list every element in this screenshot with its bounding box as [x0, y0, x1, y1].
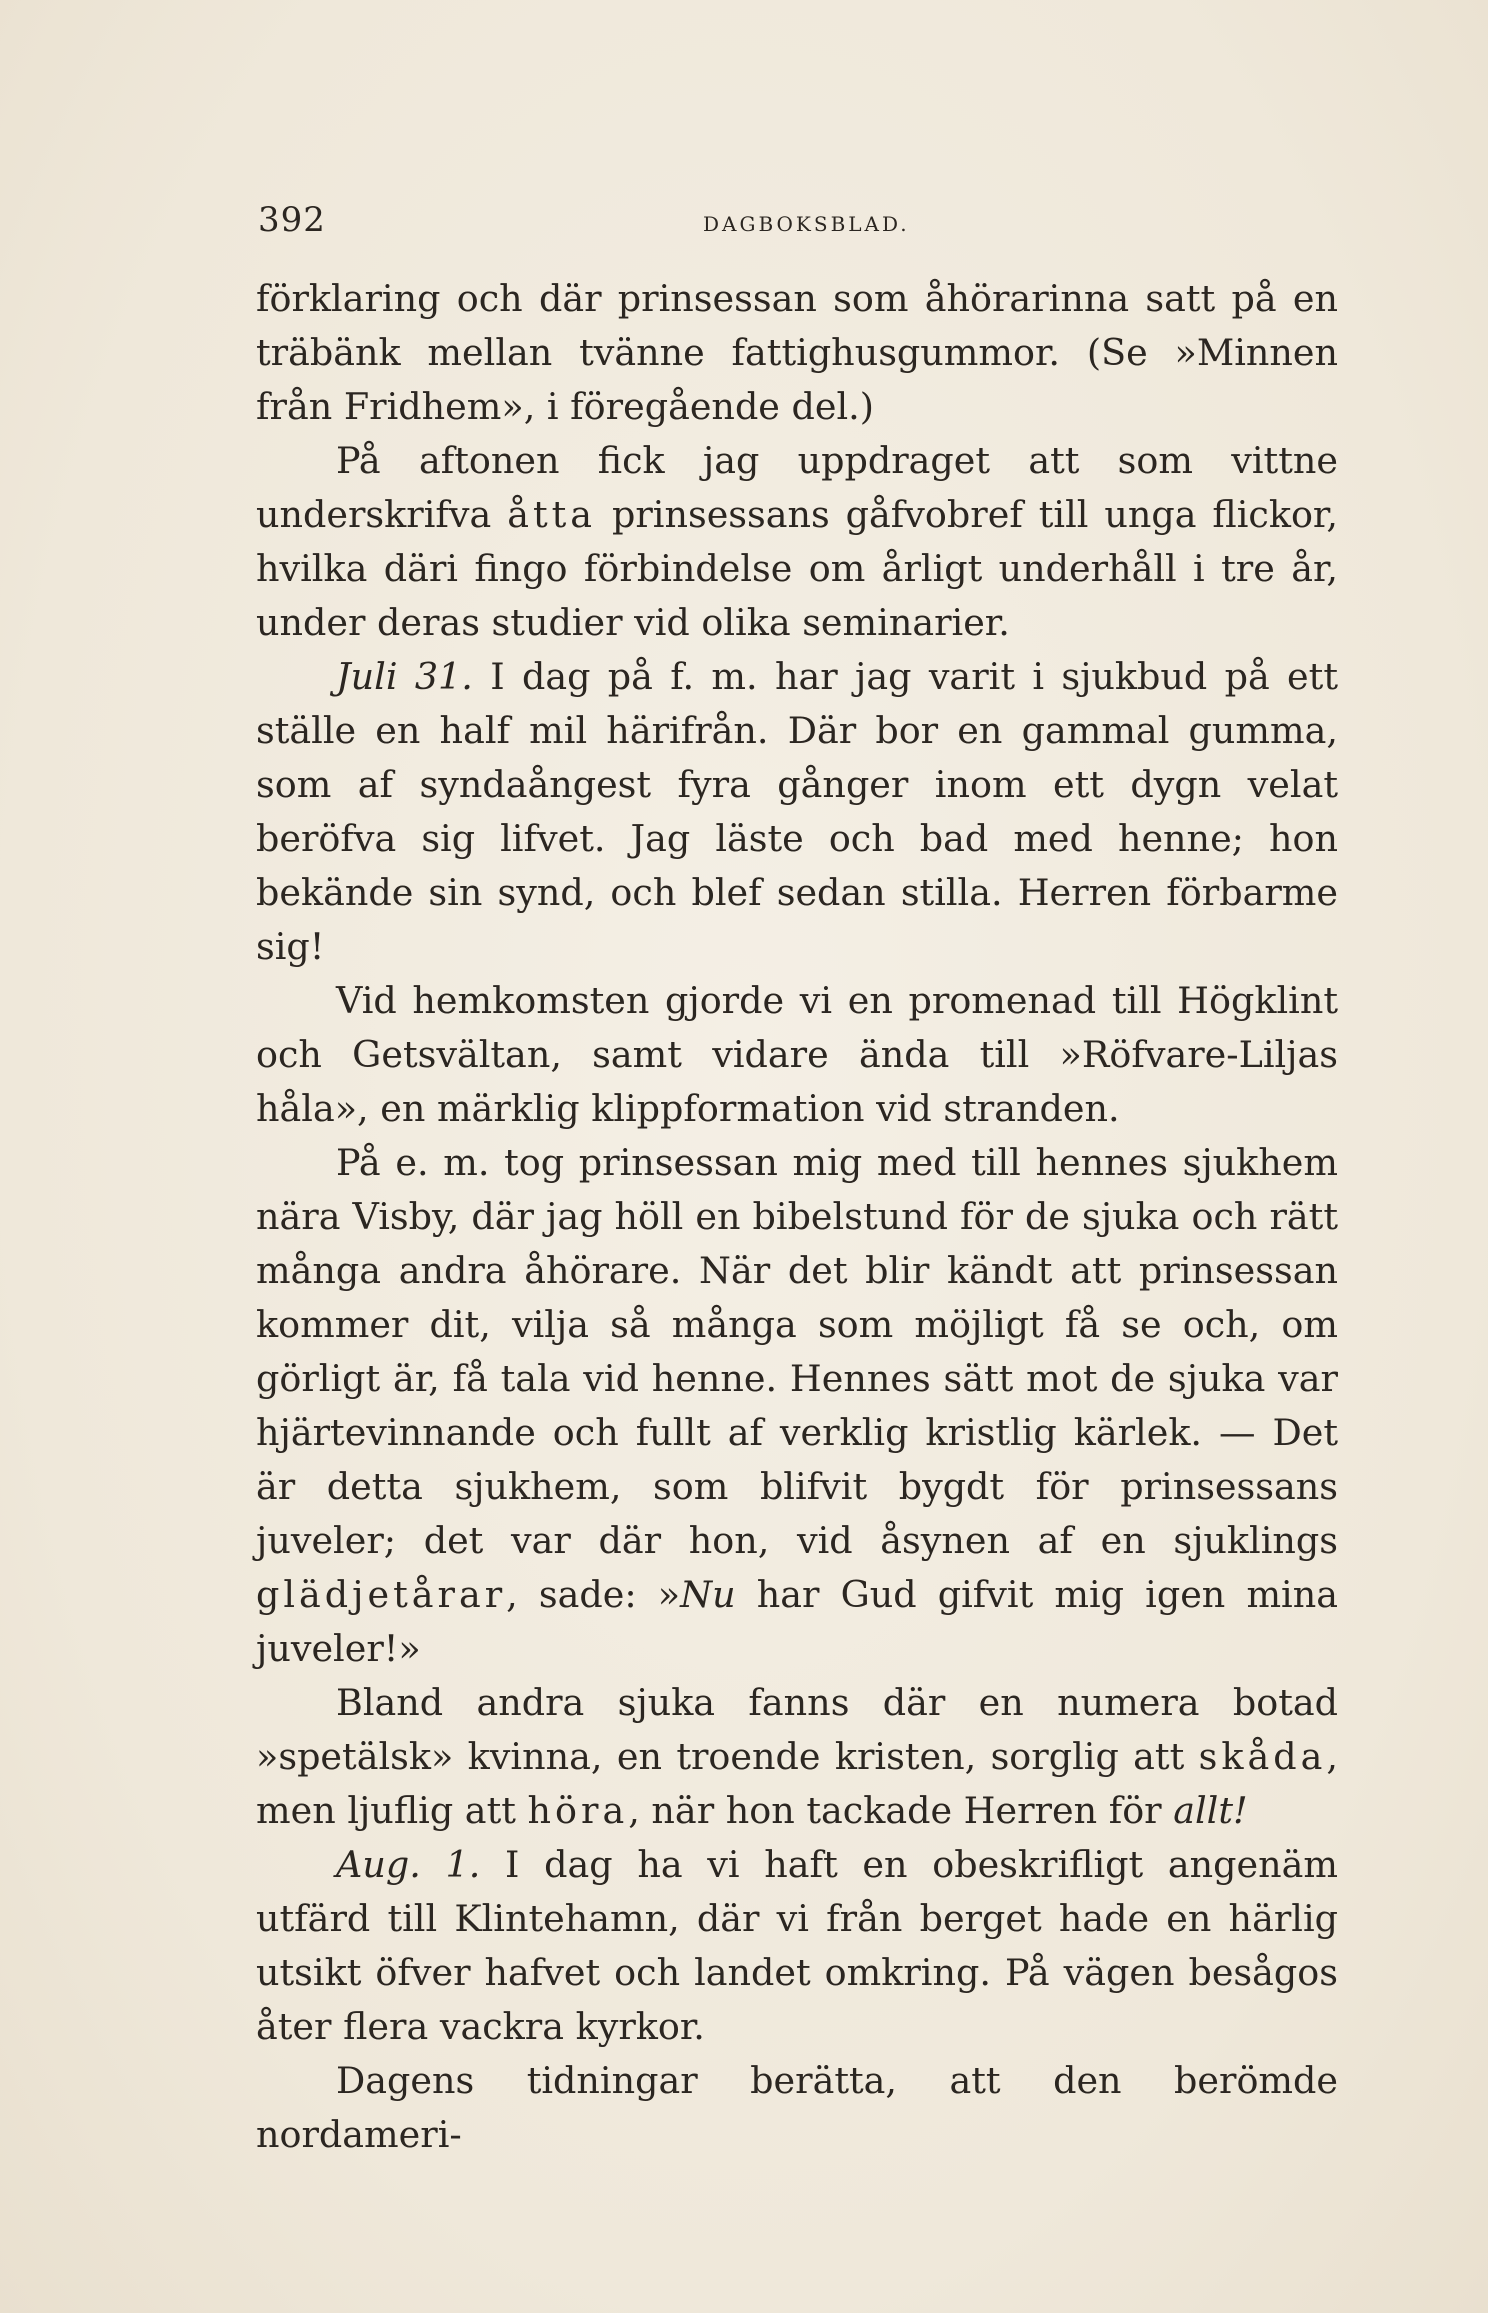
running-head: DAGBOKSBLAD. — [703, 212, 910, 236]
paragraph — [256, 974, 1338, 1136]
page-header — [258, 200, 1308, 250]
paragraph — [256, 650, 1338, 974]
paragraph — [256, 2054, 1338, 2162]
text-run: Dagens tidningar berätta, att den berömde nordameri- — [256, 2059, 1338, 2156]
paragraph — [256, 1838, 1338, 2054]
text-run: Vid hemkomsten gjorde vi en promenad till Högklint och Getsvältan, samt vidare ända till »Röfvare-Liljas håla», en märklig klippformation vid stranden. — [256, 979, 1338, 1130]
text-run: , sade: » — [506, 1573, 681, 1616]
text-run: , när hon tackade Herren för — [628, 1789, 1174, 1832]
spaced-text: skåda — [1198, 1735, 1327, 1778]
text-run: På aftonen fick jag uppdraget att som vittne underskrifva — [256, 439, 1338, 536]
italic-text: Juli 31. — [336, 655, 473, 698]
italic-text: Aug. 1. — [336, 1843, 481, 1886]
spaced-text: glädjetårar — [256, 1573, 507, 1616]
spaced-text: höra — [527, 1789, 629, 1832]
text-run: I dag på f. m. har jag varit i sjukbud på ett ställe en half mil härifrån. Där bor en gammal gumma, som af syndaångest fyra gånger inom ett dygn velat beröfva sig lifvet. Jag läste och bad med henne; hon bekände sin synd, och blef sedan stilla. Herren förbarme sig! — [256, 655, 1338, 968]
paragraph — [256, 1676, 1338, 1838]
text-run: I dag ha vi haft en obeskrifligt angenäm utfärd till Klintehamn, där vi från berget hade en härlig utsikt öfver hafvet och landet omkring. På vägen besågos åter flera vackra kyrkor. — [256, 1843, 1339, 2048]
text-run: prinsessans gåfvobref till unga flickor, hvilka däri fingo förbindelse om årligt underhåll i tre år, under deras studier vid olika seminarier. — [256, 493, 1338, 644]
paragraph — [256, 1136, 1338, 1676]
paragraph — [256, 434, 1338, 650]
text-run: , men ljuflig att — [256, 1735, 1338, 1832]
text-run: Bland andra sjuka fanns där en numera botad »spetälsk» kvinna, en troende kristen, sorglig att — [256, 1681, 1338, 1778]
page-number: 392 — [258, 200, 326, 240]
body-text — [256, 272, 1338, 2162]
italic-text: Nu — [680, 1573, 736, 1616]
paragraph — [256, 272, 1338, 434]
italic-text: allt! — [1173, 1789, 1248, 1832]
text-run: har Gud gifvit mig igen mina juveler!» — [256, 1573, 1338, 1670]
text-run: förklaring och där prinsessan som åhörarinna satt på en träbänk mellan tvänne fattighusgummor. (Se »Minnen från Fridhem», i föregående del.) — [256, 277, 1338, 428]
spaced-text: åtta — [507, 493, 597, 536]
text-run: På e. m. tog prinsessan mig med till hennes sjukhem nära Visby, där jag höll en bibelstund för de sjuka och rätt många andra åhörare. När det blir kändt att prinsessan kommer dit, vilja så många som möjligt få se och, om görligt är, få tala vid henne. Hennes sätt mot de sjuka var hjärtevinnande och fullt af verklig kristlig kärlek. — Det är detta sjukhem, som blifvit bygdt för prinsessans juveler; det var där hon, vid åsynen af en sjuklings — [256, 1141, 1338, 1562]
